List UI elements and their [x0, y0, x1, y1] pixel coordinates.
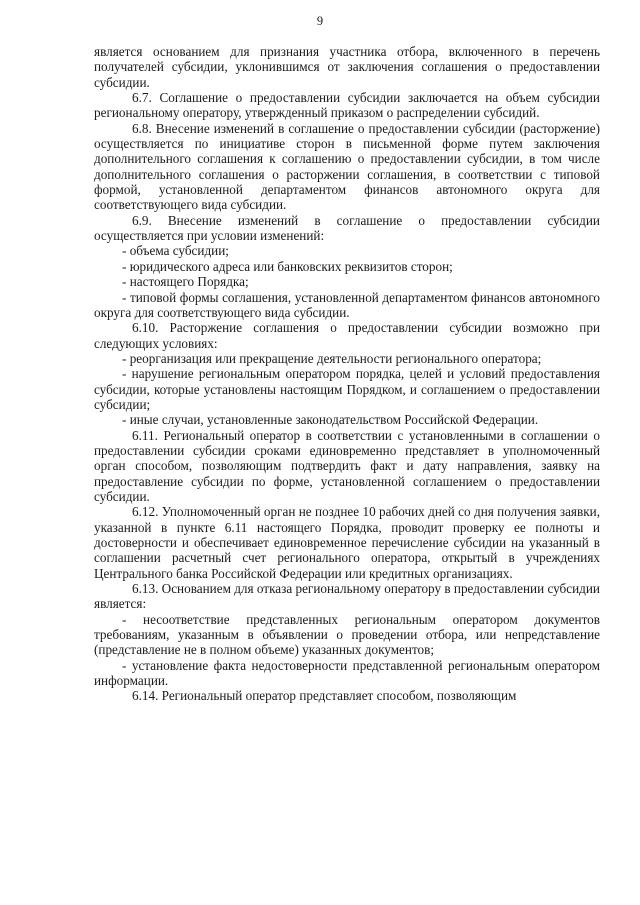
- document-body: [94, 44, 600, 704]
- list-item: - типовой формы соглашения, установленной департаментом финансов автономного округа для соответствующего вида субсидии.: [94, 289, 600, 320]
- paragraph: 6.13. Основанием для отказа региональному оператору в предоставлении субсидии является:: [94, 581, 600, 612]
- list-item: - установление факта недостоверности представленной региональным оператором информации.: [94, 657, 600, 689]
- list-item: - несоответствие представленных региональным оператором документов требованиям, указанным в объявлении о проведении отбора, или непредставление (представление не в полном объеме) указанных документов;: [94, 611, 600, 658]
- paragraph: 6.10. Расторжение соглашения о предоставлении субсидии возможно при следующих условиях:: [94, 320, 600, 351]
- list-item: - настоящего Порядка;: [122, 274, 249, 290]
- list-item: - нарушение региональным оператором порядка, целей и условий предоставления субсидии, которые установлены настоящим Порядком, и соглашением о предоставлении субсидии;: [94, 366, 600, 412]
- list-item: - реорганизация или прекращение деятельности регионального оператора;: [122, 350, 542, 366]
- list-item: - юридического адреса или банковских реквизитов сторон;: [122, 258, 453, 274]
- list-item: - иные случаи, установленные законодательством Российской Федерации.: [122, 412, 539, 428]
- paragraph: 6.9. Внесение изменений в соглашение о предоставлении субсидии осуществляется при условии изменений:: [94, 212, 600, 244]
- paragraph: 6.8. Внесение изменений в соглашение о предоставлении субсидии (расторжение) осуществляется по инициативе сторон в письменной форме путем заключения дополнительного соглашения к соглашению о предоставлении субсидии, в том числе дополнительного соглашения о расторжении соглашения, в соответствии с типовой формой, установленной департаментом финансов автономного округа для соответствующего вида субсидии.: [94, 120, 600, 213]
- paragraph: является основанием для признания участника отбора, включенного в перечень получателей субсидии, уклонившимся от заключения соглашения о предоставлении субсидии.: [94, 44, 600, 90]
- page-number: 9: [316, 14, 324, 28]
- paragraph: 6.12. Уполномоченный орган не позднее 10 рабочих дней со дня получения заявки, указанной в пункте 6.11 настоящего Порядка, проводит проверку ее полноты и достоверности и обеспечивает единовременное перечисление субсидии на указанный в соглашении расчетный счет регионального оператора, открытый в учреждениях Центрального банка Российской Федерации или кредитных организациях.: [94, 504, 600, 581]
- paragraph: 6.14. Региональный оператор представляет способом, позволяющим: [132, 688, 517, 704]
- list-item: - объема субсидии;: [122, 243, 229, 259]
- paragraph: 6.11. Региональный оператор в соответствии с установленными в соглашении о предоставлении субсидии сроками единовременно представляет в уполномоченный орган способом, позволяющим подтвердить факт и дату направления, заявку на предоставление субсидии по форме, установленной соглашением о предоставлении субсидии.: [94, 427, 600, 504]
- paragraph: 6.7. Соглашение о предоставлении субсидии заключается на объем субсидии региональному оператору, утвержденный приказом о распределении субсидий.: [94, 90, 600, 121]
